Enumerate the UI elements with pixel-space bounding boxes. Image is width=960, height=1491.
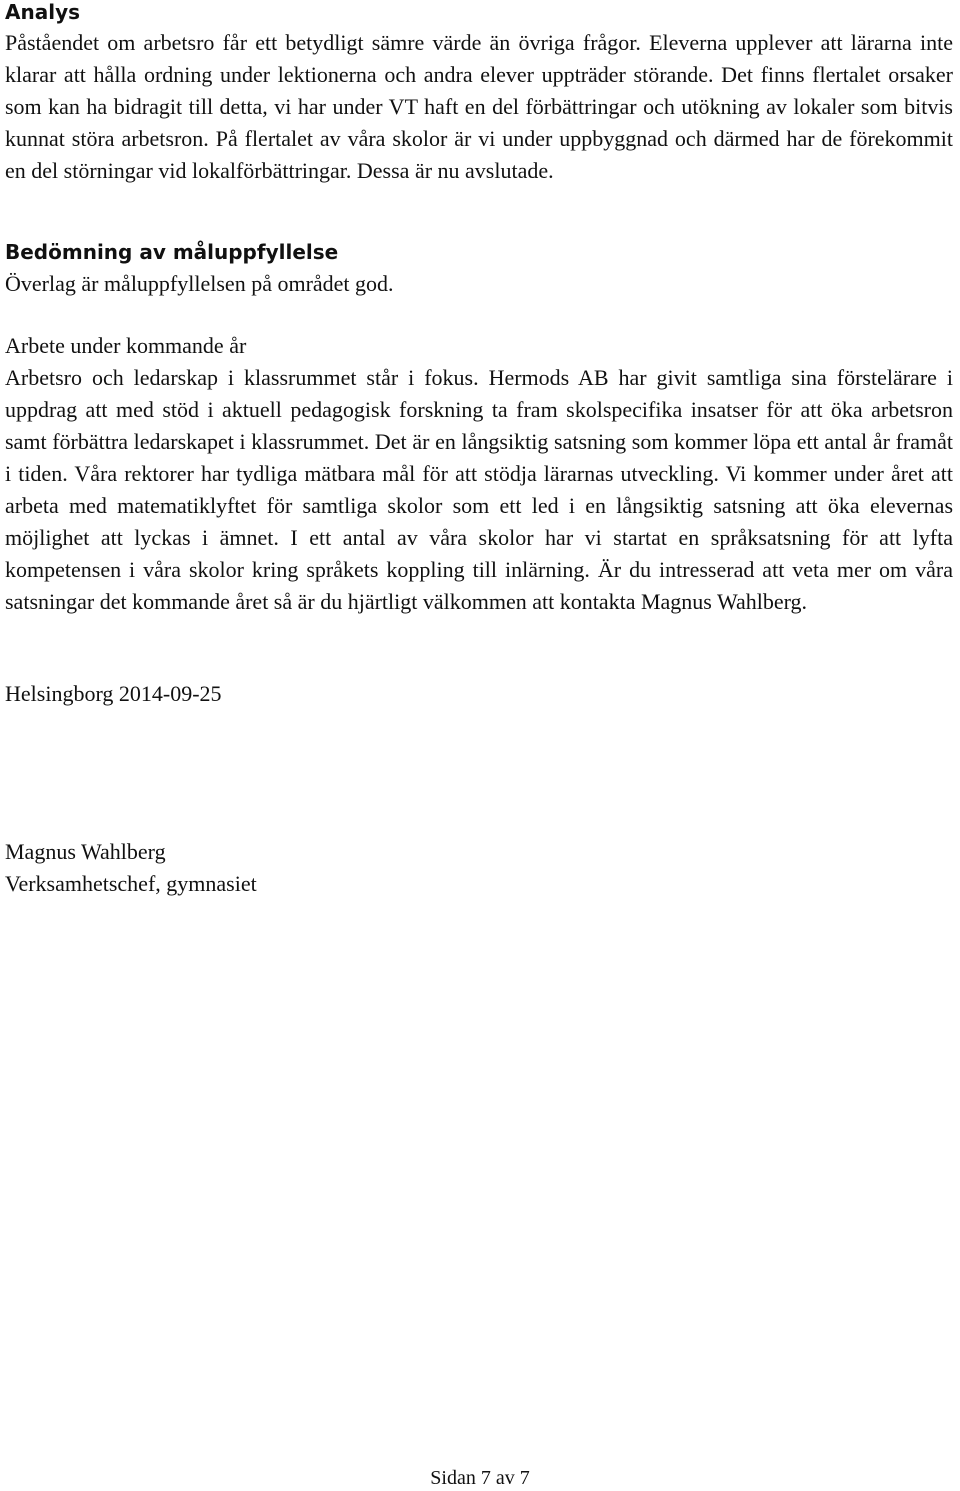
section-body-arbete: Arbetsro och ledarskap i klassrummet står i fokus. Hermods AB har givit samtliga sina förstelärare i uppdrag att med stöd i aktuell pedagogisk forskning ta fram skolspecifika insatser för att öka arbetsron samt förbättra ledarskapet i klassrummet. Det är en långsiktig satsning som kommer löpa ett antal år framåt i tiden. Våra rektorer har tydliga mätbara mål för att stödja lärarnas utveckling. Vi kommer under året att arbeta med matematiklyftet för samtliga skolor som ett led i en långsiktig satsning att öka elevernas möjlighet att lyckas i ämnet. I ett antal av våra skolor har vi startat en språksatsning för att lyfta kompetensen i våra skolor kring språkets koppling till inlärning. Är du intresserad att veta mer om våra satsningar det kommande året så är du hjärtligt välkommen att kontakta Magnus Wahlberg. xyxy=(5,365,953,614)
section-heading-analys: Analys xyxy=(5,0,81,24)
page-number: Sidan 7 av 7 xyxy=(430,1467,530,1489)
signer-title: Verksamhetschef, gymnasiet xyxy=(5,871,257,896)
place-and-date: Helsingborg 2014-09-25 xyxy=(5,681,222,706)
section-heading-bedomning: Bedömning av måluppfyllelse xyxy=(5,240,339,264)
section-body-bedomning: Överlag är måluppfyllelsen på området god. xyxy=(5,271,394,296)
section-body-analys: Påståendet om arbetsro får ett betydligt sämre värde än övriga frågor. Eleverna upplever att lärarna inte klarar att hålla ordning under lektionerna och andra elever uppträder störande. Det finns flertalet orsaker som kan ha bidragit till detta, vi har under VT haft en del förbättringar och utökning av lokaler som bitvis kunnat störa arbetsron. På flertalet av våra skolor är vi under uppbyggnad och därmed har de förekommit en del störningar vid lokalförbättringar. Dessa är nu avslutade. xyxy=(5,30,953,183)
signer-name: Magnus Wahlberg xyxy=(5,839,166,864)
section-heading-arbete: Arbete under kommande år xyxy=(5,333,247,358)
